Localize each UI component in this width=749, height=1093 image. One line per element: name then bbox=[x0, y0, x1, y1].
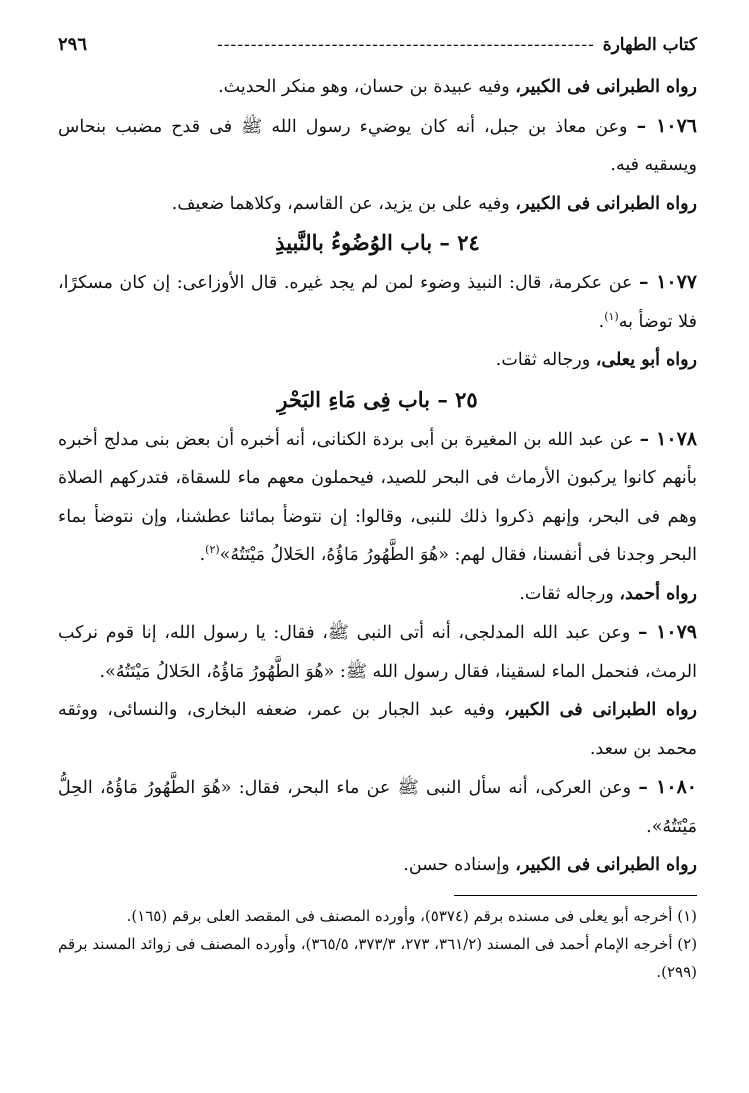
text-paragraph bbox=[58, 768, 697, 846]
paragraph-text: عن عكرمة، قال: النبيذ وضوء لمن لم يجد غيره. قال الأوزاعى: إن كان مسكرًا، فلا توضأ به bbox=[58, 273, 697, 332]
source-citation: رواه أحمد، bbox=[619, 583, 697, 604]
chapter-heading: ٢٥ – باب فِى مَاءِ البَحْرِ bbox=[277, 386, 478, 412]
hadith-number: ١٠٨٠ – bbox=[638, 776, 697, 798]
footnotes bbox=[58, 902, 697, 986]
page-number: ٢٩٦ bbox=[58, 34, 88, 55]
paragraph-text: ورجاله ثقات. bbox=[495, 350, 596, 370]
hadith-number: ١٠٧٧ – bbox=[639, 271, 698, 293]
footnote: (٢) أخرجه الإمام أحمد فى المسند (٣٦١/٢، ٢٧٣، ٣٧٣/٣، ٣٦٥/٥)، وأورده المصنف فى زوائد المسند برقم (٢٩٩). bbox=[58, 934, 698, 981]
paragraph-text: وفيه عبد الجبار بن عمر، ضعفه البخارى، والنسائى، ووثقه محمد بن سعد. bbox=[58, 700, 697, 759]
text-paragraph bbox=[58, 613, 697, 691]
source-citation: رواه الطبرانى فى الكبير، bbox=[504, 700, 697, 720]
hadith-number: ١٠٧٦ – bbox=[636, 114, 697, 137]
page-header bbox=[58, 34, 697, 60]
text-paragraph bbox=[58, 68, 697, 107]
book-title: كتاب الطهارة bbox=[602, 35, 697, 55]
paragraph-text: . bbox=[598, 311, 605, 332]
header-dashes: -------------------------------------------------------- bbox=[217, 35, 595, 55]
source-citation: رواه الطبرانى فى الكبير، bbox=[515, 855, 697, 875]
source-citation: رواه الطبرانى فى الكبير، bbox=[515, 193, 697, 214]
text-paragraph bbox=[58, 691, 697, 768]
paragraph-text: وفيه عبيدة بن حسان، وهو منكر الحديث. bbox=[218, 77, 516, 97]
text-paragraph bbox=[58, 107, 697, 185]
text-paragraph bbox=[58, 185, 697, 224]
paragraph-text: عن عبد الله بن المغيرة بن أبى بردة الكنانى، أنه أخبره أن بعض بنى مدلج أخبره بأنهم كانوا يركبون الأرماث فى البحر للصيد، فيحملون معهم ماء للسقاة، فتدركهم الصلاة وهم فى البحر، وإنهم ذكروا ذلك للنبى، وقالوا: إن نتوضأ بمائنا عطشنا، وإن نتوضأ بماء البحر وجدنا فى أنفسنا، فقال لهم: «هُوَ الطَّهُورُ مَاؤُهُ، الحَلالُ مَيْتَتُهُ» bbox=[58, 429, 697, 565]
paragraph-text: ورجاله ثقات. bbox=[519, 583, 620, 604]
hadith-number: ١٠٧٩ – bbox=[637, 621, 697, 643]
footnote-separator bbox=[454, 895, 697, 896]
paragraph-text: وعن العركى، أنه سأل النبى ﷺ عن ماء البحر، فقال: «هُوَ الطَّهُورُ مَاؤُهُ، الحِلُّ مَيْتَتُهُ». bbox=[58, 778, 697, 837]
footnote: (١) أخرجه أبو يعلى فى مسنده برقم (٥٣٧٤)، وأورده المصنف فى المقصد العلى برقم (١٦٥). bbox=[126, 906, 697, 925]
footnote-marker: (٢) bbox=[205, 543, 220, 557]
chapter-heading: ٢٤ – باب الوُضُوءُ بالنَّبيذِ bbox=[275, 230, 480, 255]
text-paragraph bbox=[58, 575, 697, 614]
source-citation: رواه أبو يعلى، bbox=[595, 350, 697, 370]
hadith-number: ١٠٧٨ – bbox=[639, 427, 697, 450]
paragraph-text: وعن معاذ بن جبل، أنه كان يوضيء رسول الله ﷺ فى قدح مضبب بنحاس ويسقيه فيه. bbox=[58, 116, 697, 175]
paragraph-text: وفيه على بن يزيد، عن القاسم، وكلاهما ضعيف. bbox=[171, 193, 516, 214]
paragraph-text: . bbox=[199, 545, 206, 565]
paragraph-text: وعن عبد الله المدلجى، أنه أتى النبى ﷺ، فقال: يا رسول الله، إنا قوم نركب الرمث، فنحمل الماء لسقينا، فقال رسول الله ﷺ: «هُوَ الطَّهُورُ مَاؤُهُ، الحَلالُ مَيْتَتُهُ». bbox=[58, 623, 697, 682]
text-paragraph bbox=[58, 420, 697, 575]
text-paragraph bbox=[58, 341, 697, 380]
paragraph-text: وإسناده حسن. bbox=[403, 855, 516, 875]
text-paragraph bbox=[58, 263, 697, 341]
footnote-marker: (١) bbox=[604, 309, 619, 323]
source-citation: رواه الطبرانى فى الكبير، bbox=[515, 77, 697, 97]
page-body bbox=[58, 68, 697, 885]
text-paragraph bbox=[58, 846, 697, 885]
